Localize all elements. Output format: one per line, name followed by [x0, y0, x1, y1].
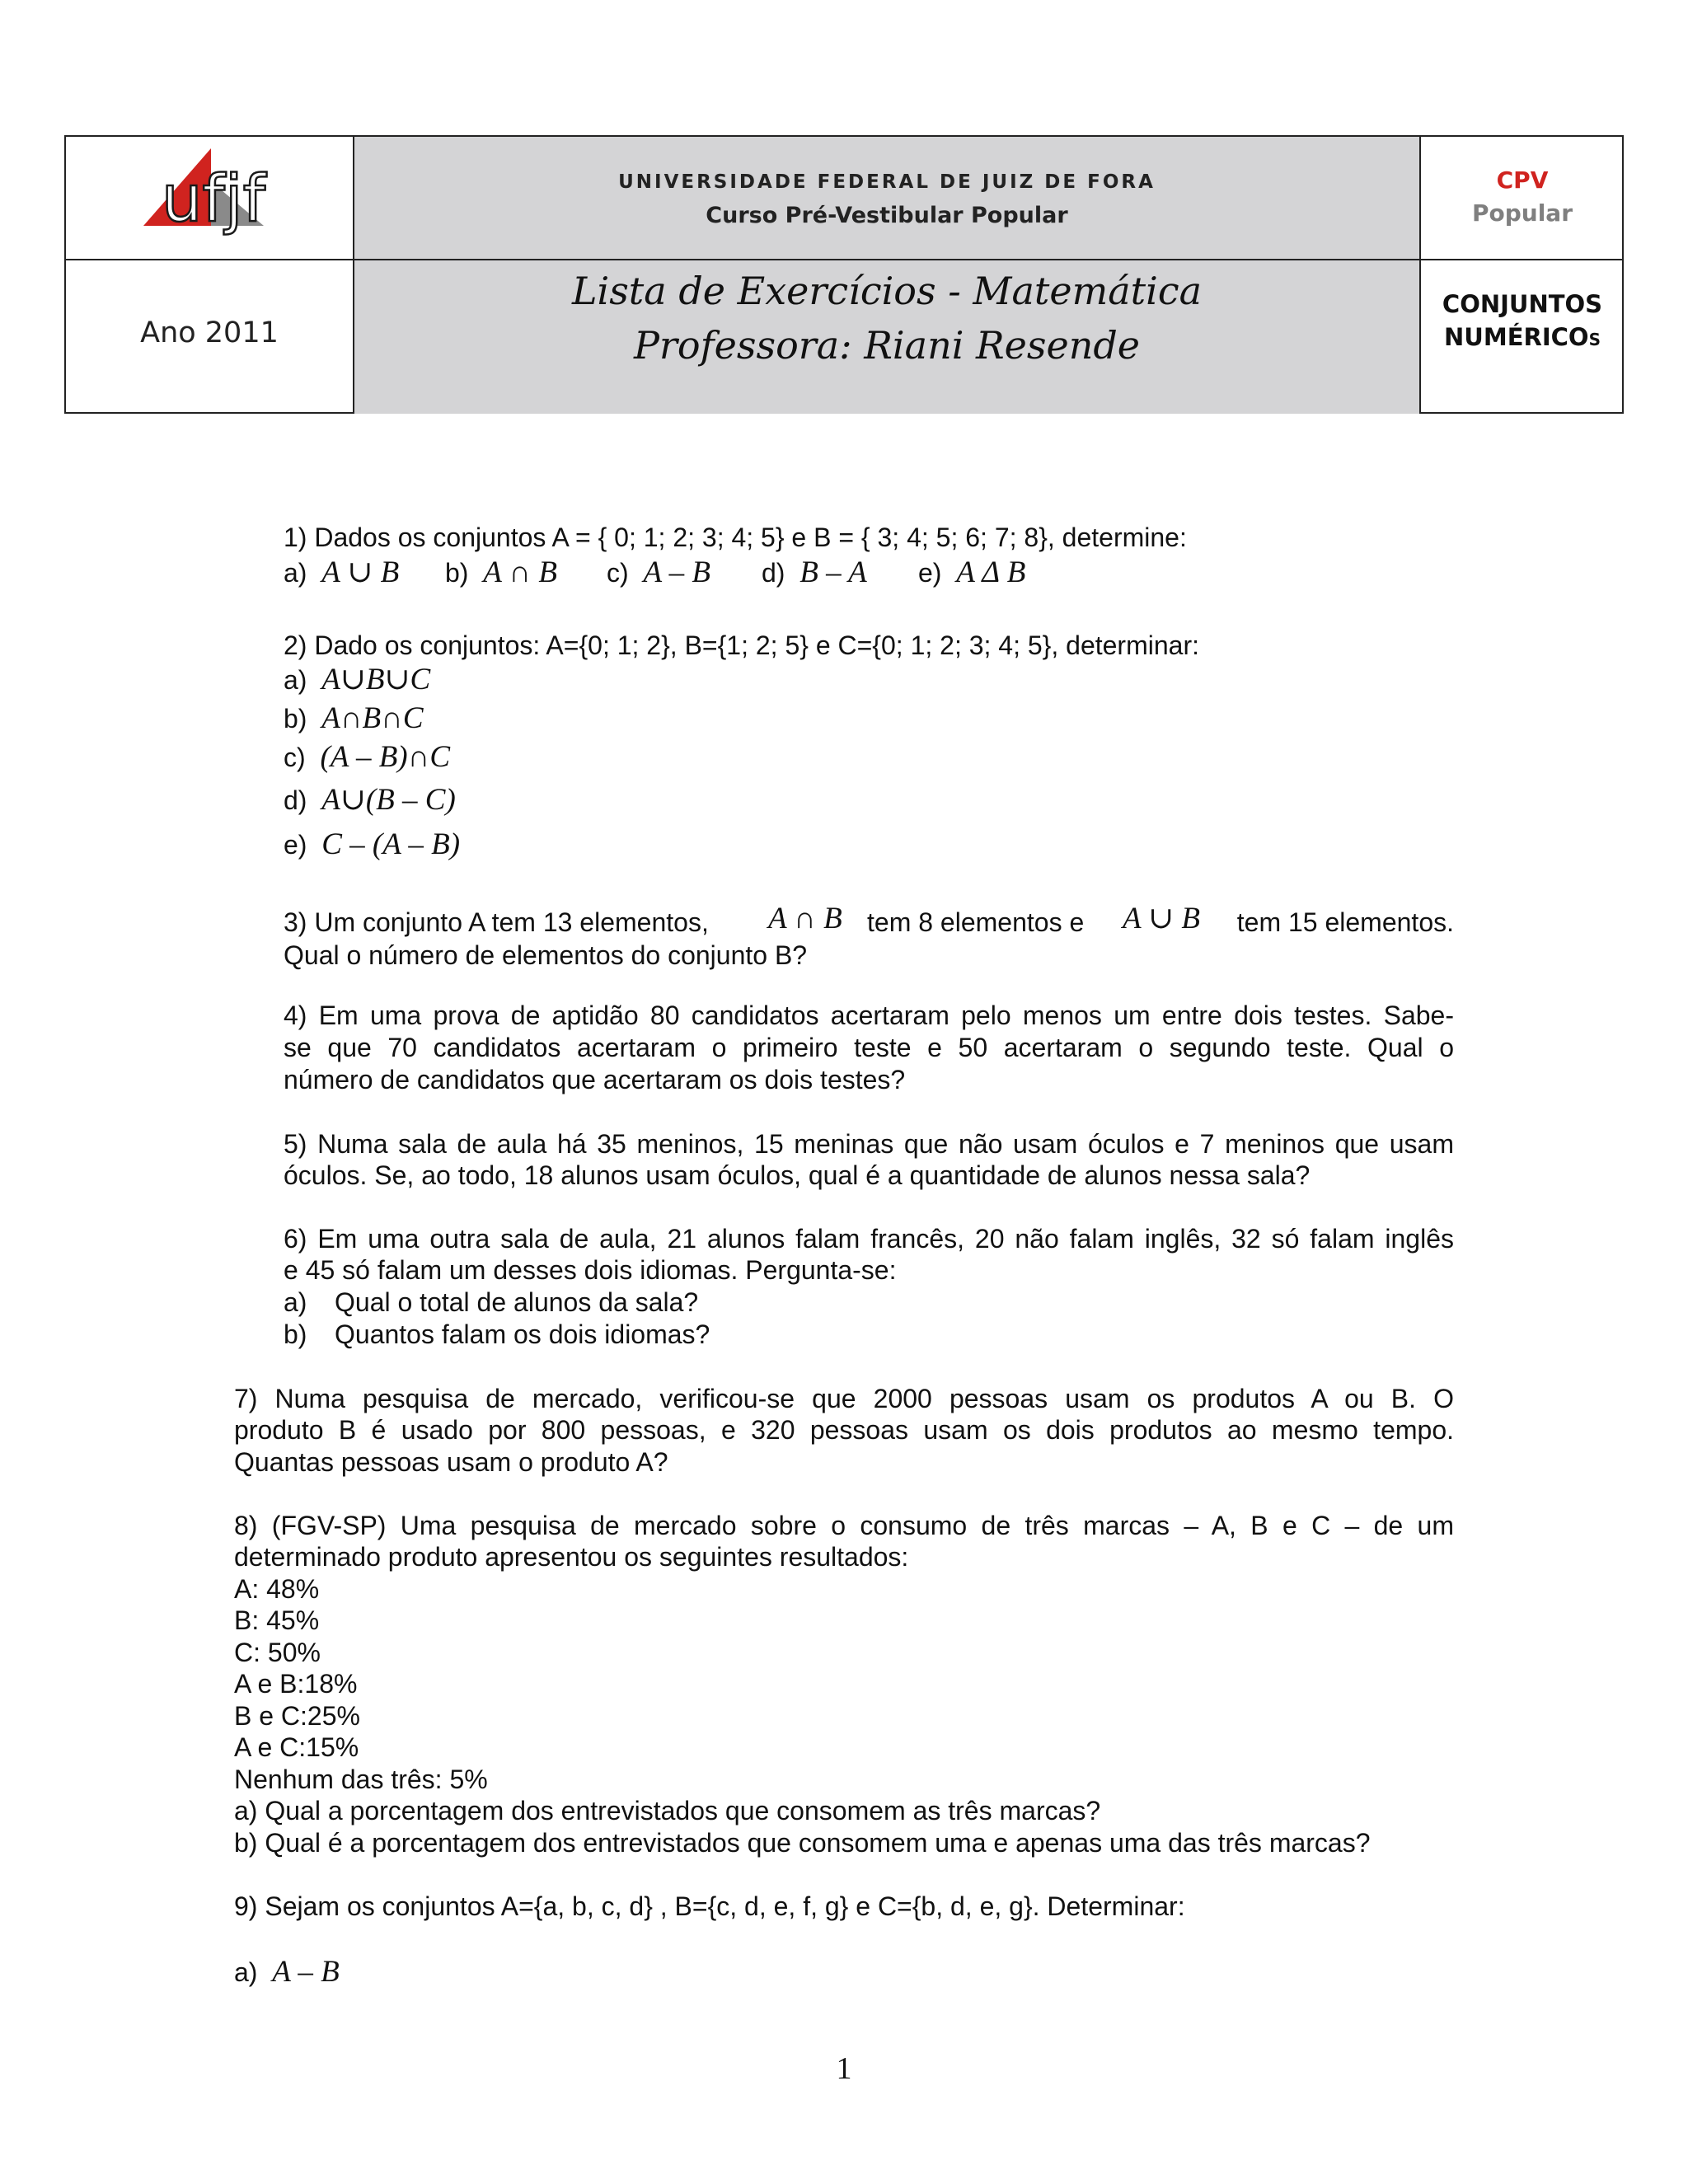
q6-line-2: e 45 só falam um desses dois idiomas. Pergunta-se:: [284, 1255, 897, 1285]
q2-item-b: b) A∩B∩C: [284, 701, 424, 735]
q6-item-a: a) Qual o total de alunos da sala?: [284, 1287, 699, 1317]
q5-line-1: 5) Numa sala de aula há 35 meninos, 15 meninas que não usam óculos e 7 meninos que usam: [284, 1129, 1454, 1159]
document-title: Lista de Exercícios - Matemática: [571, 269, 1203, 313]
q2-item-c: c) (A – B)∩C: [284, 740, 451, 774]
q2-stem: 2) Dado os conjuntos: A={0; 1; 2}, B={1; 2; 5} e C={0; 1; 2; 3; 4; 5}, determinar:: [284, 630, 1199, 660]
q1-item-b: b) A ∩ B: [445, 555, 557, 589]
page-number: 1: [836, 2051, 852, 2086]
q8-data-none: Nenhum das três: 5%: [234, 1765, 488, 1794]
q8-data-c: C: 50%: [234, 1638, 321, 1667]
q1-item-a: a) A ∪ B: [284, 555, 400, 589]
q4-line-3: número de candidatos que acertaram os dois testes?: [284, 1065, 906, 1094]
q2-item-e: e) C – (A – B): [284, 827, 461, 861]
header-gray-band-top: [354, 137, 1419, 259]
topic-line-2-suffix: S: [1588, 330, 1601, 349]
q8-data-ab: A e B:18%: [234, 1669, 358, 1699]
ufjf-logo: [138, 145, 287, 252]
popular-label: Popular: [1471, 199, 1573, 227]
q8-line-1: 8) (FGV-SP) Uma pesquisa de mercado sobre o consumo de três marcas – A, B e C – de um: [234, 1511, 1454, 1540]
q8-question-b: b) Qual é a porcentagem dos entrevistados que consomem uma e apenas uma das três marcas?: [234, 1828, 1371, 1858]
q5-line-2: óculos. Se, ao todo, 18 alunos usam óculos, qual é a quantidade de alunos nessa sala?: [284, 1160, 1311, 1190]
q2-item-a: a) A∪B∪C: [284, 663, 431, 696]
course-name: Curso Pré-Vestibular Popular: [706, 203, 1068, 228]
topic-line-2-main: NUMÉRICO: [1444, 323, 1589, 351]
q7-line-2: produto B é usado por 800 pessoas, e 320 pessoas usam os dois produtos ao mesmo tempo.: [234, 1415, 1454, 1445]
q8-question-a: a) Qual a porcentagem dos entrevistados que consomem as três marcas?: [234, 1796, 1101, 1825]
q8-data-bc: B e C:25%: [234, 1701, 360, 1731]
teacher-name: Professora: Riani Resende: [633, 323, 1141, 368]
q8-line-2: determinado produto apresentou os seguintes resultados:: [234, 1542, 909, 1572]
q1-item-e: e) A Δ B: [918, 555, 1026, 589]
topic-line-1: CONJUNTOS: [1442, 290, 1603, 318]
cpv-label: CPV: [1496, 166, 1549, 194]
q4-line-1: 4) Em uma prova de aptidão 80 candidatos acertaram pelo menos um entre dois testes. Sabe-: [284, 1001, 1454, 1030]
topic-line-2: [1421, 323, 1624, 351]
q2-item-d: d) A∪(B – C): [284, 783, 456, 817]
q8-data-a: A: 48%: [234, 1574, 320, 1604]
q6-line-1: 6) Em uma outra sala de aula, 21 alunos falam francês, 20 não falam inglês, 32 só falam inglês: [284, 1224, 1454, 1254]
q9-item-a: a) A – B: [234, 1955, 340, 1989]
q3-line-2: Qual o número de elementos do conjunto B?: [284, 940, 808, 970]
q4-line-2: se que 70 candidatos acertaram o primeiro teste e 50 acertaram o segundo teste. Qual o: [284, 1033, 1454, 1062]
q9-stem: 9) Sejam os conjuntos A={a, b, c, d} , B={c, d, e, f, g} e C={b, d, e, g}. Determinar:: [234, 1891, 1185, 1921]
logo-text: ufjf: [162, 162, 266, 237]
q6-item-b: b) Quantos falam os dois idiomas?: [284, 1319, 710, 1349]
university-name: UNIVERSIDADE FEDERAL DE JUIZ DE FORA: [618, 171, 1156, 193]
q7-line-3: Quantas pessoas usam o produto A?: [234, 1447, 668, 1477]
year-label: Ano 2011: [140, 316, 279, 349]
q1-stem: 1) Dados os conjuntos A = { 0; 1; 2; 3; 4; 5} e B = { 3; 4; 5; 6; 7; 8}, determine:: [284, 523, 1187, 552]
q1-item-c: c) A – B: [607, 555, 710, 589]
page-header: [64, 135, 1624, 414]
q8-data-ac: A e C:15%: [234, 1732, 359, 1762]
q7-line-1: 7) Numa pesquisa de mercado, verificou-se que 2000 pessoas usam os produtos A ou B. O: [234, 1384, 1454, 1413]
q1-item-d: d) B – A: [762, 555, 867, 589]
q8-data-b: B: 45%: [234, 1605, 320, 1635]
header-divider-horizontal: [66, 259, 1622, 260]
